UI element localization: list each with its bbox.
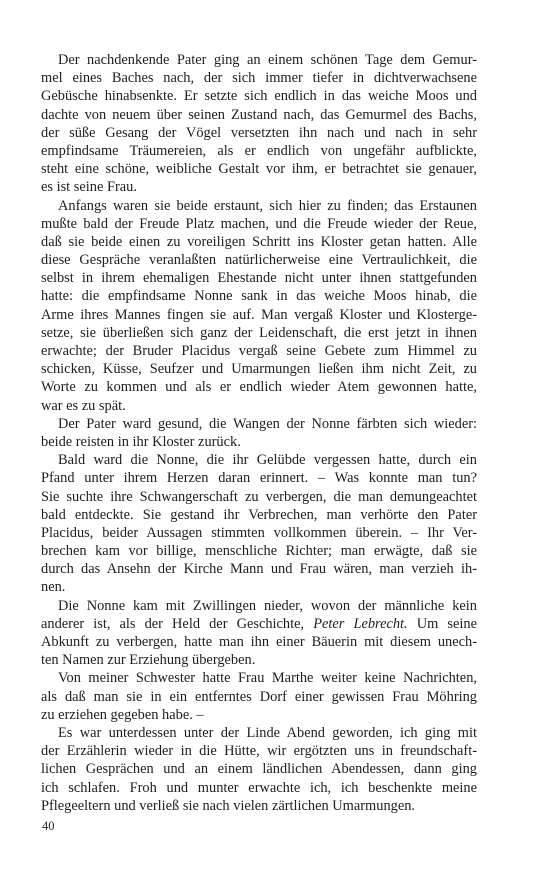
paragraph <box>41 724 477 815</box>
text-line: ten Namen zur Erziehung übergeben. <box>41 652 256 669</box>
text-line: Der Pater ward gesund, die Wangen der Nonne färbten sich wieder: <box>58 415 477 432</box>
text-line: durch das Ansehn der Kirche Mann und Frau wären, man verzieh ih- <box>41 561 477 578</box>
text-line: Bald ward die Nonne, die ihr Gelübde vergessen hatte, durch ein <box>58 452 477 469</box>
text-line: Anfangs waren sie beide erstaunt, sich hier zu finden; das Erstaunen <box>58 197 477 214</box>
paragraph <box>41 51 477 197</box>
page-number: 40 <box>42 819 55 833</box>
text-line: nen. <box>41 579 66 596</box>
paragraph <box>41 451 477 597</box>
text-line: Von meiner Schwester hatte Frau Marthe weiter keine Nachrichten, <box>58 670 477 687</box>
text-line: Abkunft zu verbergen, hatte man ihn einer Bäuerin mit diesem unech- <box>41 634 477 650</box>
text-segment: anderer ist, als der Held der Geschichte, <box>41 615 314 632</box>
text-line: der Erzählerin wieder in die Hütte, wir ergötzten uns in freundschaft- <box>41 743 477 760</box>
text-line: empfindsame Träumereien, als er endlich von ungefähr aufblickte, <box>41 142 477 159</box>
text-line: brechen kam vor billige, menschliche Richter; man erwägte, daß sie <box>41 543 477 560</box>
text-line: lichen Gesprächen und an einem ländlichen Abendessen, dann ging <box>41 761 477 778</box>
text-line: als daß man sie in ein entferntes Dorf einer gewissen Frau Möhring <box>41 688 477 705</box>
italic-name: Peter Lebrecht. <box>313 615 408 632</box>
text-line: der süße Gesang der Vögel versetzten ihn nach und nach in sehr <box>41 124 477 141</box>
text-line: es ist seine Frau. <box>41 179 137 196</box>
text-line: bald entdeckte. Sie gestand ihr Verbrechen, man verhörte den Pater <box>41 506 477 523</box>
text-line: Pfand unter ihrem Herzen daran erinnert. – Was konnte man tun? <box>41 470 477 487</box>
text-line: Es war unterdessen unter der Linde Abend geworden, ich ging mit <box>58 724 477 741</box>
paragraph <box>41 597 477 670</box>
text-line: mel eines Baches nach, der sich immer tiefer in dichtverwachsene <box>41 70 477 87</box>
paragraph <box>41 669 477 724</box>
text-line: ich schlafen. Froh und munter erwachte ich, ich beschenkte meine <box>41 779 477 796</box>
text-line: erwachte; der Bruder Placidus vergaß seine Gebete zum Himmel zu <box>41 343 477 359</box>
text-line: schicken, Küsse, Seufzer und Umarmungen ließen ihm nicht Zeit, zu <box>41 361 477 378</box>
paragraph <box>41 415 477 451</box>
text-line: Sie suchte ihre Schwangerschaft zu verbergen, die man demungeachtet <box>41 488 477 505</box>
text-line: daß sie beide einen zu voreiligen Schritt ins Kloster getan hatten. Alle <box>41 233 477 250</box>
text-line: steht eine schöne, weibliche Gestalt vor ihm, er betrachtet sie genauer, <box>41 161 477 178</box>
text-line: setze, sie überließen sich ganz der Leidenschaft, die erst jetzt in ihnen <box>41 324 477 341</box>
text-line: selbst in ihrem ehemaligen Ehestande nicht unter ihnen stattgefunden <box>41 270 477 287</box>
text-line: Placidus, beider Aussagen stimmten vollkommen überein. – Ihr Ver- <box>41 524 477 541</box>
text-line: dachte von neuem über seinen Zustand nach, das Gemurmel des Bachs, <box>41 106 477 123</box>
text-line: Worte zu kommen und als er endlich wieder Atem gewonnen hatte, <box>41 379 477 396</box>
text-line: hatte: die empfindsame Nonne sank in das weiche Moos hinab, die <box>41 288 477 305</box>
text-line: Arme ihres Mannes fingen sie auf. Man vergaß Kloster und Klosterge- <box>41 306 477 323</box>
text-line: Die Nonne kam mit Zwillingen nieder, wovon der männliche kein <box>58 597 477 614</box>
text-line: Gebüsche hinabsenkte. Er setzte sich endlich in das weiche Moos und <box>41 88 477 105</box>
text-line: beide reisten in ihr Kloster zurück. <box>41 433 241 450</box>
paragraph <box>41 197 477 415</box>
text-line: mußte bald der Freude Platz machen, und die Freude wieder der Reue, <box>41 215 477 232</box>
text-line: zu erziehen gegeben habe. – <box>41 706 204 723</box>
body-text <box>41 51 477 815</box>
text-line: Der nachdenkende Pater ging an einem schönen Tage dem Gemur- <box>58 52 477 68</box>
text-line: war es zu spät. <box>41 397 126 414</box>
text-line: Pflegeeltern und verließ sie nach vielen zärtlichen Umarmungen. <box>41 797 416 814</box>
text-segment: Um seine <box>407 615 478 632</box>
text-line: diese Gespräche veranlaßten natürlicherweise eine Vertraulichkeit, die <box>41 252 477 269</box>
text-line <box>41 615 477 633</box>
